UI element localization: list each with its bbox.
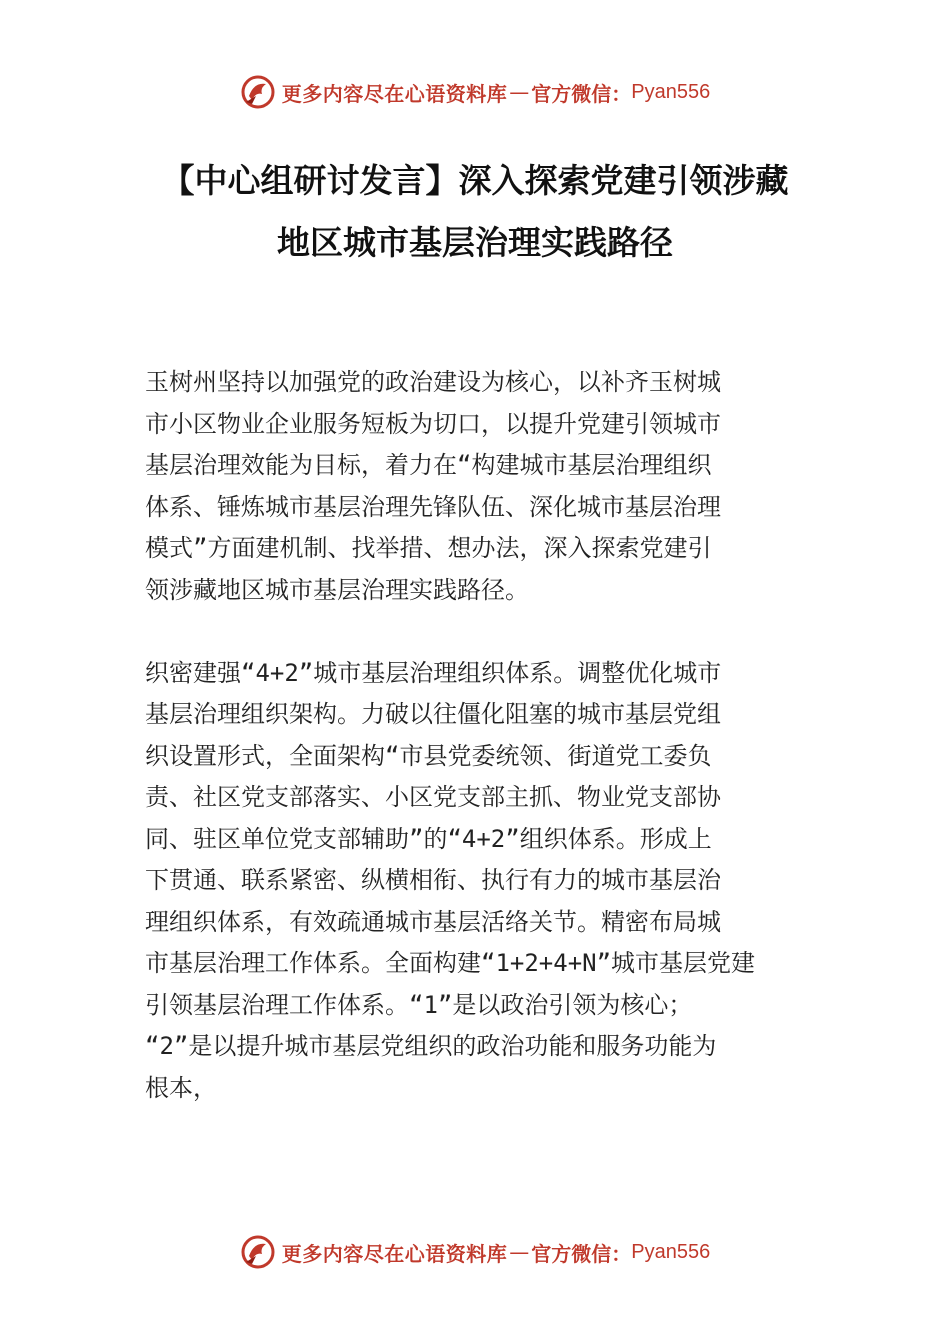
text-line: 市基层治理工作体系。全面构建“1+2+4+N”城市基层党建	[145, 949, 756, 977]
text-line: 根本，	[145, 1073, 217, 1102]
title-line: 【中心组研讨发言】深入探索党建引领涉藏	[161, 161, 789, 200]
text-line: 体系、锤炼城市基层治理先锋队伍、深化城市基层治理	[145, 492, 721, 521]
banner-wechat-label: 官方微信：	[531, 1241, 632, 1266]
banner-wechat-label: 官方微信：	[531, 81, 632, 106]
text-line: 市小区物业企业服务短板为切口，以提升党建引领城市	[145, 409, 721, 438]
text-line: 基层治理效能为目标，着力在“构建城市基层治理组织	[145, 451, 712, 479]
brand-logo-icon	[240, 74, 276, 110]
text-line: 责、社区党支部落实、小区党支部主抓、物业党支部协	[145, 783, 721, 811]
text-line: 领涉藏地区城市基层治理实践路径。	[145, 575, 529, 604]
banner-separator: —	[509, 80, 530, 104]
banner-slogan: 更多内容尽在心语资料库	[281, 81, 508, 106]
text-line: “2”是以提升城市基层党组织的政治功能和服务功能为	[145, 1032, 717, 1060]
text-line: 理组织体系，有效疏通城市基层活络关节。精密布局城	[145, 907, 721, 936]
paragraph-intro	[145, 362, 835, 611]
text-line: 下贯通、联系紧密、纵横相衔、执行有力的城市基层治	[145, 866, 721, 894]
text-line: 基层治理组织架构。力破以往僵化阻塞的城市基层党组	[145, 700, 721, 728]
document-title	[80, 150, 870, 274]
banner-separator: —	[509, 1240, 530, 1264]
text-line: 模式”方面建机制、找举措、想办法，深入探索党建引	[145, 534, 712, 562]
paragraph-organization	[145, 653, 835, 1110]
brand-logo-icon	[240, 1234, 276, 1270]
banner-wechat-id: Pyan556	[631, 1240, 711, 1263]
document-body	[145, 362, 835, 1109]
text-line: 织设置形式，全面架构“市县党委统领、街道党工委负	[145, 741, 712, 770]
text-line: 玉树州坚持以加强党的政治建设为核心，以补齐玉树城	[145, 368, 721, 396]
footer-banner	[0, 1230, 950, 1274]
text-line: 同、驻区单位党支部辅助”的“4+2”组织体系。形成上	[145, 824, 712, 853]
title-line: 地区城市基层治理实践路径	[277, 223, 673, 262]
text-line: 引领基层治理工作体系。“1”是以政治引领为核心；	[145, 990, 693, 1019]
text-line: 织密建强“4+2”城市基层治理组织体系。调整优化城市	[145, 658, 722, 687]
banner-slogan: 更多内容尽在心语资料库	[281, 1241, 508, 1266]
banner-wechat-id: Pyan556	[631, 80, 711, 103]
paragraph-gap	[145, 611, 835, 653]
header-banner	[0, 70, 950, 114]
